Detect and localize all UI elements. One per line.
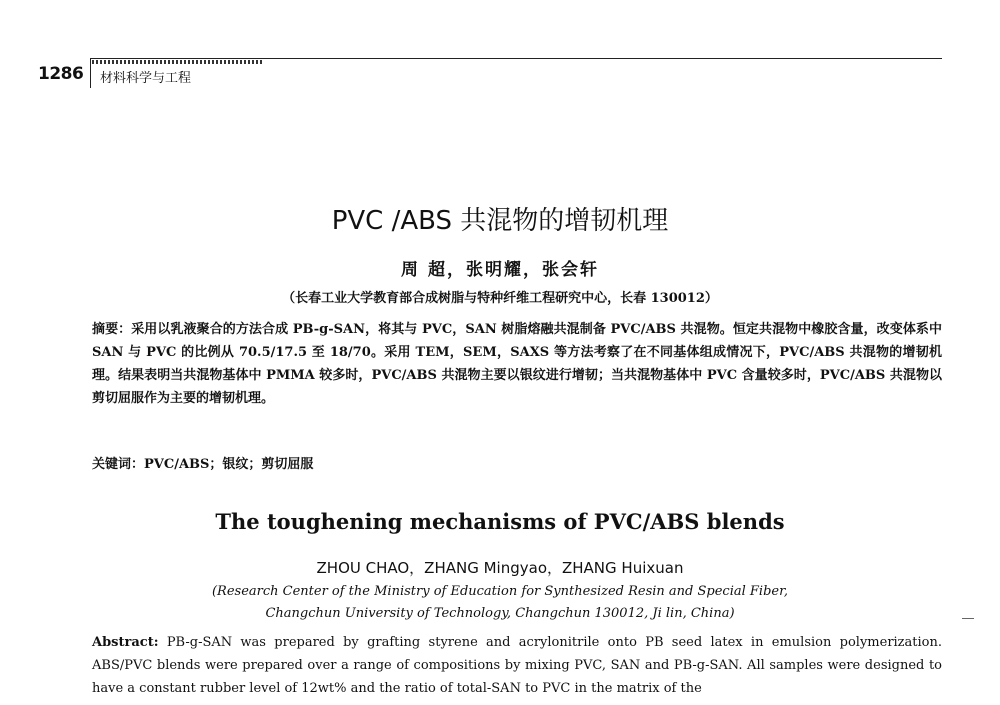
running-header: [38, 58, 938, 88]
header-hatch-decoration: [92, 60, 262, 64]
authors-english: ZHOU CHAO，ZHANG Mingyao，ZHANG Huixuan: [316, 559, 684, 577]
affiliation-chinese: （长春工业大学教育部合成树脂与特种纤维工程研究中心，长春 130012）: [282, 291, 718, 306]
abstract-english: [92, 631, 942, 700]
affiliation-english-line-2: Changchun University of Technology, Changchun 130012, Ji lin, China): [265, 606, 735, 621]
title-english: The toughening mechanisms of PVC/ABS blends: [215, 509, 785, 534]
authors-chinese: 周 超，张明耀，张会轩: [401, 260, 599, 280]
abstract-chinese-label: 摘要：: [92, 322, 132, 337]
header-divider: [90, 58, 91, 88]
abstract-english-text: PB-g-SAN was prepared by grafting styrene and acrylonitrile onto PB seed latex in emulsion polymerization. ABS/PVC blends were prepared over a range of compositions by mixing PVC, SAN and PB-g-SAN. All samples were designed to have a constant rubber level of 12wt% and the ratio of total-SAN to PVC in the matrix of the: [92, 635, 942, 696]
margin-mark: [962, 618, 974, 619]
page-number: 1286: [38, 64, 84, 84]
keywords-chinese: [92, 453, 942, 472]
affiliation-english-line-1: (Research Center of the Ministry of Education for Synthesized Resin and Special Fiber,: [211, 584, 789, 599]
journal-name: 材料科学与工程: [100, 71, 192, 86]
keywords-chinese-label: 关键词：: [92, 457, 145, 472]
abstract-chinese: [92, 318, 942, 410]
affiliation-english: [0, 581, 1000, 625]
abstract-english-label: Abstract:: [92, 635, 159, 650]
header-rule: [90, 58, 942, 59]
abstract-chinese-text: 采用以乳液聚合的方法合成 PB-g-SAN，将其与 PVC，SAN 树脂熔融共混制备 PVC/ABS 共混物。恒定共混物中橡胶含量，改变体系中 SAN 与 PVC 的比例从 70.5/17.5 至 18/70。采用 TEM，SEM，SAXS 等方法考察了在不同基体组成情况下，PVC/ABS 共混物的增韧机理。结果表明当共混物基体中 PMMA 较多时，PVC/ABS 共混物主要以银纹进行增韧；当共混物基体中 PVC 含量较多时，PVC/ABS 共混物以剪切屈服作为主要的增韧机理。: [92, 322, 942, 406]
title-chinese: PVC /ABS 共混物的增韧机理: [331, 206, 669, 236]
keywords-chinese-text: PVC/ABS；银纹；剪切屈服: [144, 457, 314, 472]
